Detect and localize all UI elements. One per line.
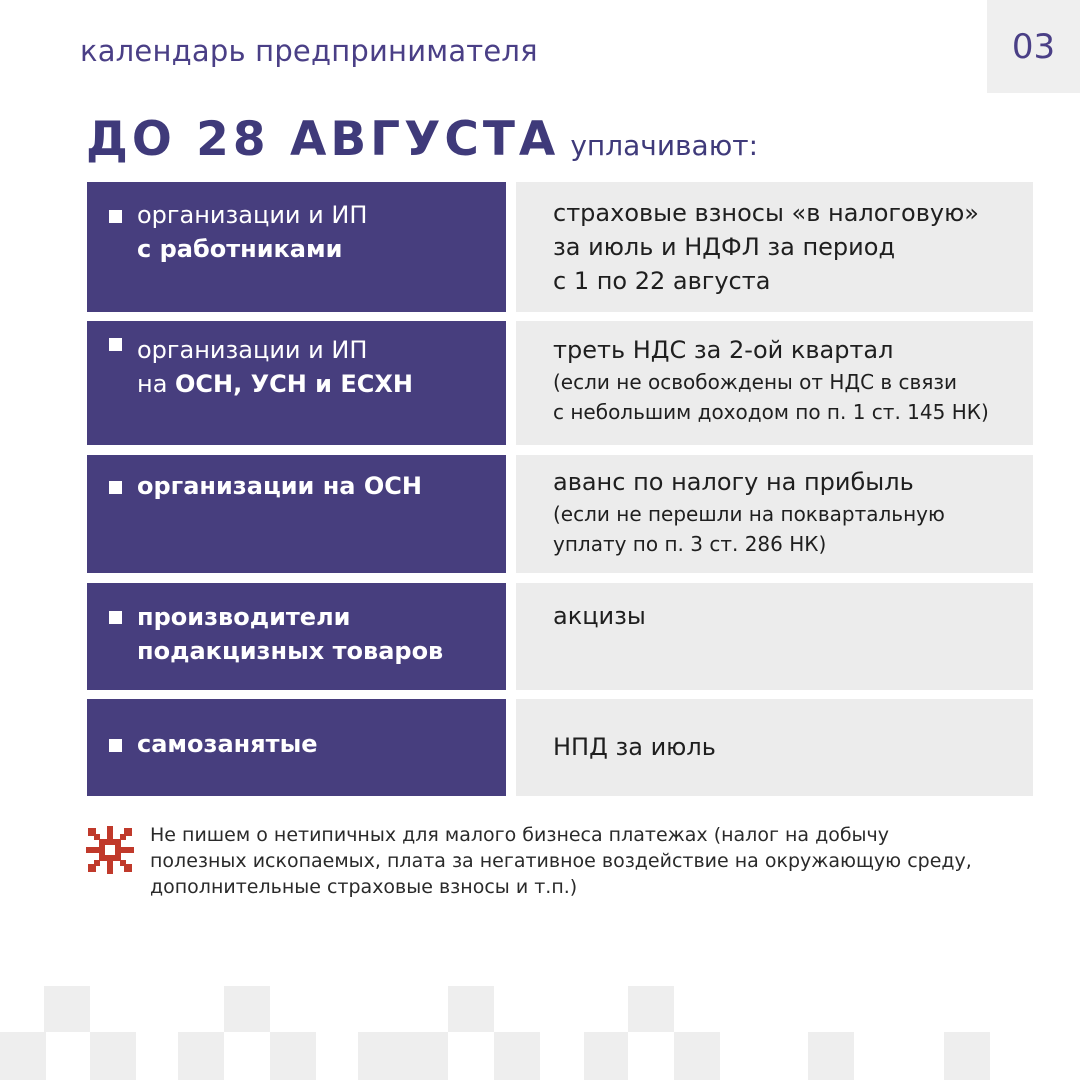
payer-cell (87, 182, 506, 312)
payer-cell (87, 321, 506, 445)
payment-line: с 1 по 22 августа (553, 267, 771, 295)
payment-line: аванс по налогу на прибыль (553, 468, 914, 496)
table-row (87, 455, 1033, 573)
payer-line-bold: самозанятые (137, 730, 318, 758)
footnote-line: Не пишем о нетипичных для малого бизнеса платежах (налог на добычу (150, 824, 890, 846)
deco-square (584, 1032, 628, 1080)
payer-line-bold: с работниками (137, 235, 343, 263)
bullet-icon (109, 481, 122, 494)
payment-text (553, 465, 945, 559)
headline-subtitle: уплачивают: (570, 129, 759, 162)
page-number: 03 (1011, 26, 1056, 67)
page-number-box (987, 0, 1080, 93)
payment-cell (516, 699, 1033, 796)
payment-text (553, 196, 979, 298)
payment-line: НПД за июль (553, 733, 716, 761)
payment-cell (516, 583, 1033, 690)
payer-line-bold: организации на ОСН (137, 472, 422, 500)
payer-line-bold: производители (137, 603, 351, 631)
deco-square (224, 986, 270, 1032)
deco-square (674, 1032, 720, 1080)
payment-note: уплату по п. 3 ст. 286 НК) (553, 532, 827, 556)
bullet-icon (109, 739, 122, 752)
sun-ornament-icon (86, 826, 134, 874)
deco-square (90, 1032, 136, 1080)
bullet-icon (109, 210, 122, 223)
deco-square (494, 1032, 540, 1080)
payer-text (137, 469, 422, 503)
table-row (87, 182, 1033, 312)
payer-cell (87, 455, 506, 573)
payment-cell (516, 455, 1033, 573)
bullet-icon (109, 611, 122, 624)
payment-note: (если не освобождены от НДС в связи (553, 370, 958, 394)
payment-line: страховые взносы «в налоговую» (553, 199, 979, 227)
headline (86, 112, 758, 167)
deco-square (178, 1032, 224, 1080)
payer-line: организации и ИП (137, 201, 368, 229)
table-row (87, 699, 1033, 796)
payment-text (553, 730, 716, 764)
payment-note: (если не перешли на поквартальную (553, 502, 945, 526)
payer-cell (87, 699, 506, 796)
table-row (87, 583, 1033, 690)
deco-square (270, 1032, 316, 1080)
footnote-line: дополнительные страховые взносы и т.п.) (150, 876, 578, 898)
payment-text (553, 333, 989, 427)
payer-regimes: ОСН, УСН и ЕСХН (175, 370, 413, 398)
deco-square (44, 986, 90, 1032)
payment-line: акцизы (553, 602, 646, 630)
bullet-icon (109, 338, 122, 351)
payer-line: организации и ИП (137, 336, 368, 364)
headline-date: ДО 28 АВГУСТА (86, 112, 560, 167)
payer-text (137, 600, 443, 668)
deco-square (0, 1032, 46, 1080)
payer-line-mixed (137, 367, 413, 401)
deco-square (628, 986, 674, 1032)
payment-line: треть НДС за 2-ой квартал (553, 336, 894, 364)
deco-square (808, 1032, 854, 1080)
table-row (87, 321, 1033, 445)
payer-text (137, 198, 367, 266)
footnote (150, 822, 1030, 900)
payment-cell (516, 321, 1033, 445)
payer-cell (87, 583, 506, 690)
deco-square (944, 1032, 990, 1080)
payment-text (553, 599, 646, 633)
deco-square (358, 1032, 448, 1080)
payer-line-bold: подакцизных товаров (137, 637, 444, 665)
payer-text (137, 333, 413, 401)
header-title: календарь предпринимателя (80, 34, 538, 68)
deco-square (448, 986, 494, 1032)
footnote-line: полезных ископаемых, плата за негативное воздействие на окружающую среду, (150, 850, 972, 872)
payment-line: за июль и НДФЛ за период (553, 233, 896, 261)
payer-prefix: на (137, 370, 176, 398)
payer-text (137, 727, 318, 761)
payment-cell (516, 182, 1033, 312)
payment-note: с небольшим доходом по п. 1 ст. 145 НК) (553, 400, 989, 424)
